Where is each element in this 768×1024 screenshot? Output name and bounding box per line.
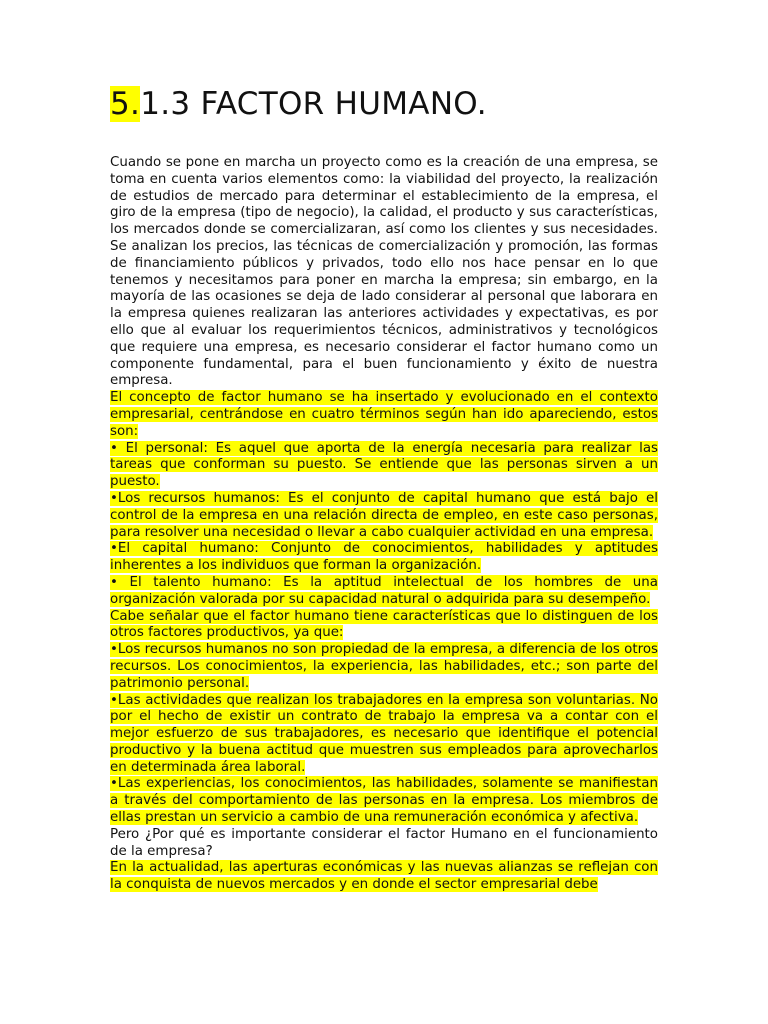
paragraph-text: •Las actividades que realizan los trabajadores en la empresa son voluntarias. No por el hecho de existir un contrato de trabajo la empresa va a contar con el mejor esfuerzo de sus trabajadores, es necesario que identifique el potencial productivo y la buena actitud que muestren sus empleados para aprovecharlos en determinada área laboral. xyxy=(110,692,658,775)
list-item-talento-humano xyxy=(110,575,658,609)
list-item-personal xyxy=(110,441,658,491)
paragraph-question xyxy=(110,827,658,861)
list-item-voluntarias xyxy=(110,693,658,777)
paragraph-text: •El capital humano: Conjunto de conocimientos, habilidades y aptitudes inherentes a los individuos que forman la organización. xyxy=(110,541,658,574)
list-item-propiedad xyxy=(110,642,658,692)
paragraph-text: El concepto de factor humano se ha insertado y evolucionado en el contexto empresarial, centrándose en cuatro términos según han ido apareciendo, estos son: xyxy=(110,390,658,439)
section-title xyxy=(110,82,487,126)
paragraph-intro xyxy=(110,155,658,390)
paragraph-actualidad xyxy=(110,860,658,894)
paragraph-text: •Los recursos humanos no son propiedad de la empresa, a diferencia de los otros recursos. Los conocimientos, la experiencia, las habilidades, etc.; son parte del patrimonio personal. xyxy=(110,642,658,691)
paragraph-concept xyxy=(110,390,658,440)
section-number-highlight: 5. xyxy=(110,86,141,122)
paragraph-caracteristicas xyxy=(110,609,658,643)
list-item-recursos-humanos xyxy=(110,491,658,541)
section-title-text: 1.3 FACTOR HUMANO. xyxy=(140,86,487,122)
paragraph-text: • El personal: Es aquel que aporta de la energía necesaria para realizar las tareas que conforman su puesto. Se entiende que las personas sirven a un puesto. xyxy=(110,440,658,490)
list-item-experiencias xyxy=(110,776,658,826)
paragraph-text: Cabe señalar que el factor humano tiene características que lo distinguen de los otros factores productivos, ya que: xyxy=(110,608,658,641)
list-item-capital-humano xyxy=(110,541,658,575)
paragraph-text: Pero ¿Por qué es importante considerar el factor Humano en el funcionamiento de la empresa? xyxy=(110,826,658,859)
paragraph-text: En la actualidad, las aperturas económicas y las nuevas alianzas se reflejan con la conquista de nuevos mercados y en donde el sector empresarial debe xyxy=(110,860,658,893)
paragraph-text: • El talento humano: Es la aptitud intelectual de los hombres de una organización valorada por su capacidad natural o adquirida para su desempeño. xyxy=(110,574,658,607)
document-body xyxy=(110,155,658,894)
paragraph-text: Cuando se pone en marcha un proyecto como es la creación de una empresa, se toma en cuenta varios elementos como: la viabilidad del proyecto, la realización de estudios de mercado para determinar el establecimiento de la empresa, el giro de la empresa (tipo de negocio), la calidad, el producto y sus características, los mercados donde se comercializaran, así como los clientes y sus necesidades. Se analizan los precios, las técnicas de comercialización y promoción, las formas de financiamiento públicos y privados, todo ello nos hace pensar en lo que tenemos y necesitamos para poner en marcha la empresa; sin embargo, en la mayoría de las ocasiones se deja de lado considerar al personal que laborara en la empresa quienes realizaran las anteriores actividades y expectativas, es por ello que al evaluar los requerimientos técnicos, administrativos y tecnológicos que requiere una empresa, es necesario considerar el factor humano como un componente fundamental, para el buen funcionamiento y éxito de nuestra empresa. xyxy=(110,155,658,389)
paragraph-text: •Los recursos humanos: Es el conjunto de capital humano que está bajo el control de la empresa en una relación directa de empleo, en este caso personas, para resolver una necesidad o llevar a cabo cualquier actividad en una empresa. xyxy=(110,490,658,540)
paragraph-text: •Las experiencias, los conocimientos, las habilidades, solamente se manifiestan a través del comportamiento de las personas en la empresa. Los miembros de ellas prestan un servicio a cambio de una remuneración económica y afectiva. xyxy=(110,776,658,826)
